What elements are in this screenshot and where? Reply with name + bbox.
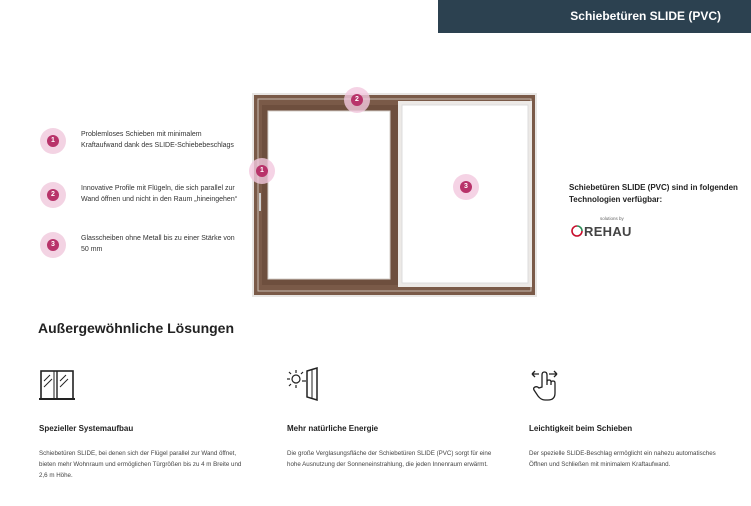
- feature-number-badge: [40, 128, 66, 154]
- sliding-door-illustration: [252, 93, 537, 297]
- feature-number: 1: [47, 135, 59, 147]
- rehau-logo-icon: [571, 225, 583, 237]
- logo-wordmark: REHAU: [584, 224, 632, 239]
- rehau-logo: [569, 216, 639, 242]
- technologies-heading: Schiebetüren SLIDE (PVC) sind in folgenden Technologien verfügbar:: [569, 183, 738, 204]
- feature-number-badge: [40, 232, 66, 258]
- solution-description: Der spezielle SLIDE-Beschlag ermöglicht ein nahezu automatisches Öffnen und Schließen mit minimalem Kraftaufwand.: [529, 450, 716, 468]
- solution-description: Schiebetüren SLIDE, bei denen sich der Flügel parallel zur Wand öffnet, bieten mehr Wohnraum und ermöglichen Türgrößen bis zu 4 m Breite und 2,6 m Höhe.: [39, 450, 242, 479]
- feature-text: Innovative Profile mit Flügeln, die sich parallel zur Wand öffnen und nicht in den Raum „hineingehen“: [81, 185, 238, 203]
- window-marker-1: [249, 158, 275, 184]
- sun-window-icon: [287, 367, 323, 403]
- solution-title: Leichtigkeit beim Schieben: [529, 424, 633, 433]
- swipe-hand-icon: [529, 367, 565, 403]
- solution-title: Mehr natürliche Energie: [287, 424, 379, 433]
- marker-number: 1: [256, 165, 268, 177]
- marker-number: 3: [460, 181, 472, 193]
- feature-text: Glasscheiben ohne Metall bis zu einer Stärke von 50 mm: [81, 235, 235, 253]
- sliding-door-icon: [39, 367, 75, 403]
- section-heading: Außergewöhnliche Lösungen: [38, 320, 235, 336]
- feature-number: 3: [47, 239, 59, 251]
- solution-description: Die große Verglasungsfläche der Schiebetüren SLIDE (PVC) sorgt für eine hohe Ausnutzung der Sonneneinstrahlung, die jeden Innenraum erwärmt.: [287, 450, 492, 468]
- header-banner: Schiebetüren SLIDE (PVC): [438, 0, 751, 33]
- window-marker-3: [453, 174, 479, 200]
- logo-tagline: solutions by: [600, 216, 624, 221]
- feature-number-badge: [40, 182, 66, 208]
- window-marker-2: [344, 87, 370, 113]
- feature-number: 2: [47, 189, 59, 201]
- marker-number: 2: [351, 94, 363, 106]
- feature-text: Problemloses Schieben mit minimalem Kraftaufwand dank des SLIDE-Schiebebeschlags: [81, 131, 234, 149]
- solution-title: Spezieller Systemaufbau: [39, 424, 134, 433]
